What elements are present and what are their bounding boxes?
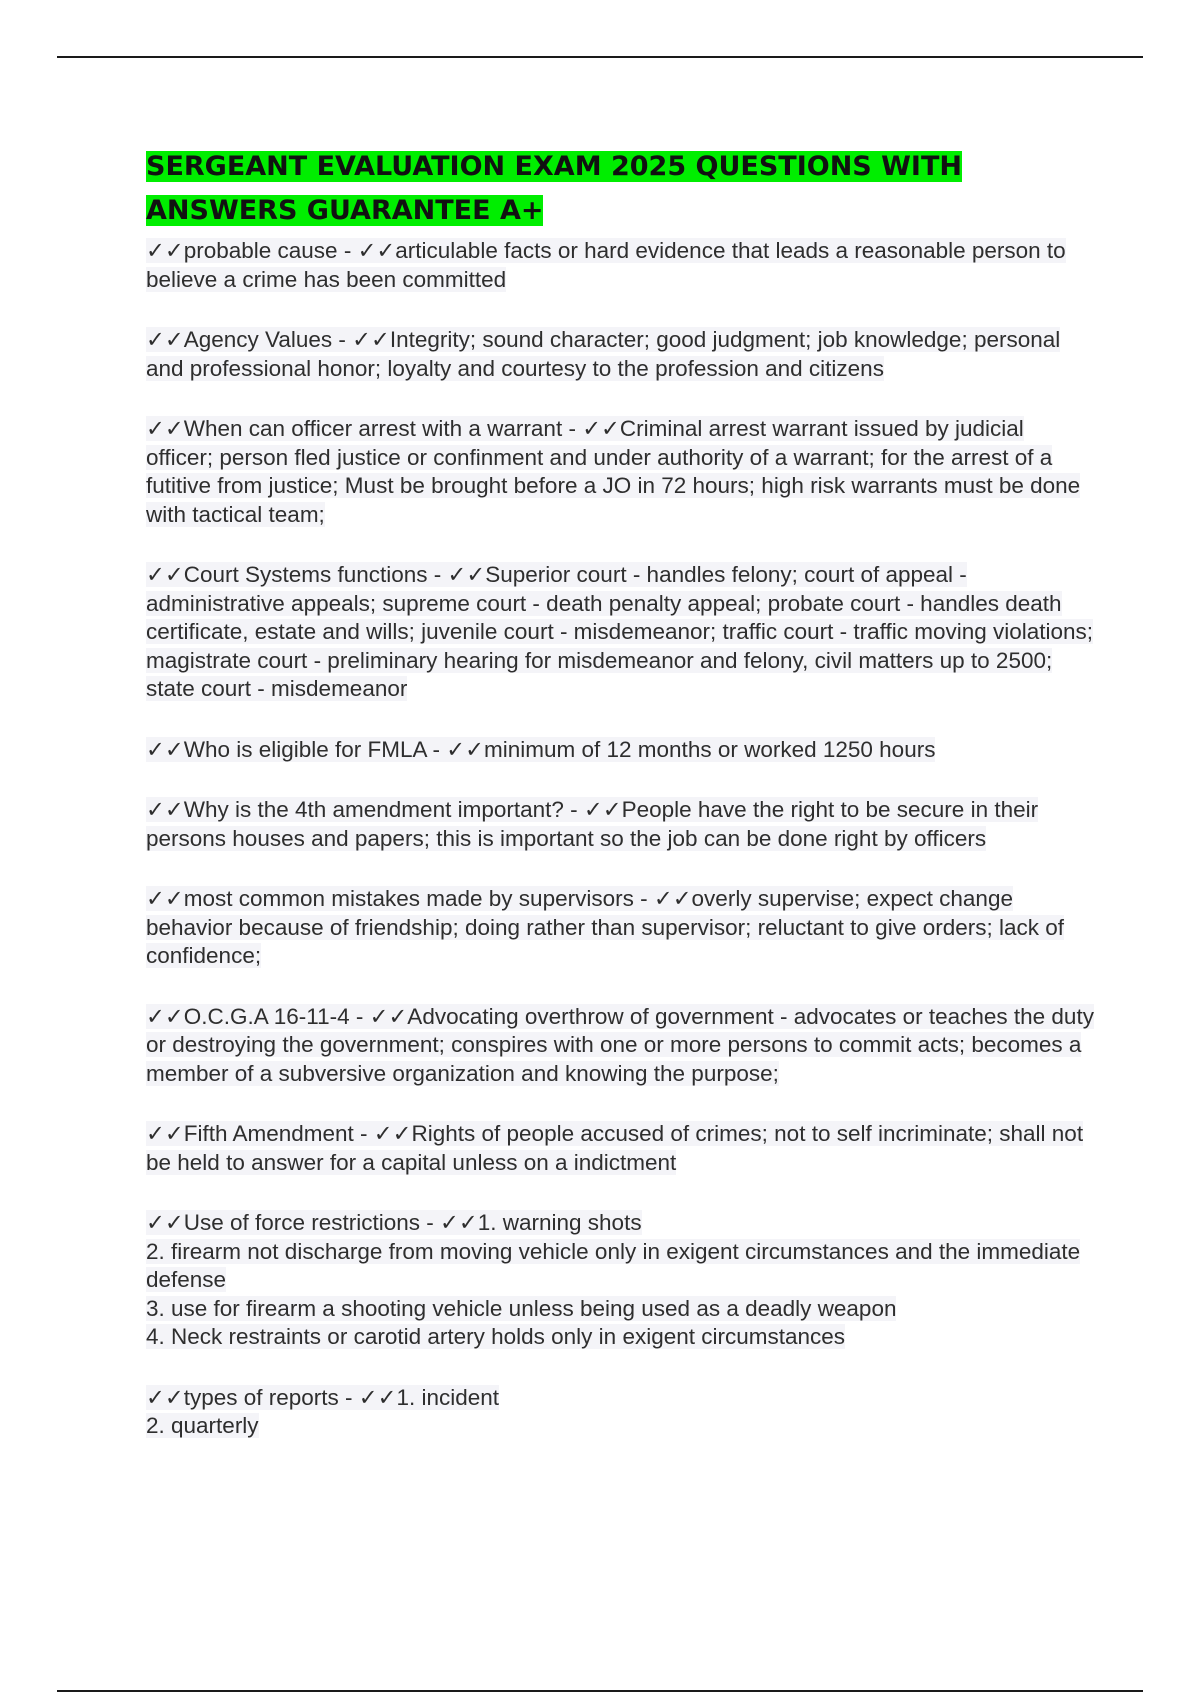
qa-text: ✓✓Use of force restrictions - ✓✓1. warning shots 2. firearm not discharge from moving vehicle only in exigent circumstances and the immediate defense 3. use for firearm a shooting vehicle unless being used as a deadly weapon 4. Neck restraints or carotid artery holds only in exigent circumstances bbox=[146, 1210, 1081, 1349]
document-body bbox=[146, 145, 1096, 1473]
qa-text: ✓✓most common mistakes made by supervisors - ✓✓overly supervise; expect change behavior because of friendship; doing rather than supervisor; reluctant to give orders; lack of confidence; bbox=[146, 886, 1065, 968]
qa-text: ✓✓Court Systems functions - ✓✓Superior court - handles felony; court of appeal - administrative appeals; supreme court - death penalty appeal; probate court - handles death certificate, estate and wills; juvenile court - misdemeanor; traffic court - traffic moving violations; magistrate court - preliminary hearing for misdemeanor and felony, civil matters up to 2500; state court - misdemeanor bbox=[146, 562, 1094, 701]
qa-entry bbox=[146, 736, 1096, 765]
qa-entry bbox=[146, 415, 1096, 529]
qa-text: ✓✓When can officer arrest with a warrant - ✓✓Criminal arrest warrant issued by judicial officer; person fled justice or confinment and under authority of a warrant; for the arrest of a futitive from justice; Must be brought before a JO in 72 hours; high risk warrants must be done with tactical team; bbox=[146, 416, 1081, 527]
qa-text: ✓✓probable cause - ✓✓articulable facts or hard evidence that leads a reasonable person to believe a crime has been committed bbox=[146, 238, 1066, 292]
qa-text: ✓✓O.C.G.A 16-11-4 - ✓✓Advocating overthrow of government - advocates or teaches the duty or destroying the government; conspires with one or more persons to commit acts; becomes a member of a subversive organization and knowing the purpose; bbox=[146, 1003, 1094, 1086]
qa-entry bbox=[146, 1120, 1096, 1177]
qa-entry bbox=[146, 326, 1096, 383]
qa-text: ✓✓Why is the 4th amendment important? - ✓✓People have the right to be secure in their persons houses and papers; this is important so the job can be done right by officers bbox=[146, 797, 1039, 851]
qa-entry bbox=[146, 1384, 1096, 1441]
top-rule bbox=[57, 56, 1143, 58]
qa-entry bbox=[146, 1209, 1096, 1352]
document-title: SERGEANT EVALUATION EXAM 2025 QUESTIONS WITH ANSWERS GUARANTEE A+ bbox=[146, 151, 962, 226]
qa-entry bbox=[146, 796, 1096, 853]
qa-text: ✓✓types of reports - ✓✓1. incident 2. quarterly bbox=[146, 1384, 500, 1438]
qa-text: ✓✓Who is eligible for FMLA - ✓✓minimum of 12 months or worked 1250 hours bbox=[146, 736, 936, 762]
bottom-rule bbox=[57, 1690, 1143, 1692]
qa-text: ✓✓Fifth Amendment - ✓✓Rights of people accused of crimes; not to self incriminate; shall not be held to answer for a capital unless on a indictment bbox=[146, 1121, 1084, 1175]
qa-entry bbox=[146, 237, 1096, 294]
title-block bbox=[146, 145, 1026, 233]
qa-entry bbox=[146, 1003, 1096, 1089]
qa-text: ✓✓Agency Values - ✓✓Integrity; sound character; good judgment; job knowledge; personal and professional honor; loyalty and courtesy to the profession and citizens bbox=[146, 327, 1061, 381]
qa-entry bbox=[146, 561, 1096, 704]
qa-entry bbox=[146, 885, 1096, 971]
